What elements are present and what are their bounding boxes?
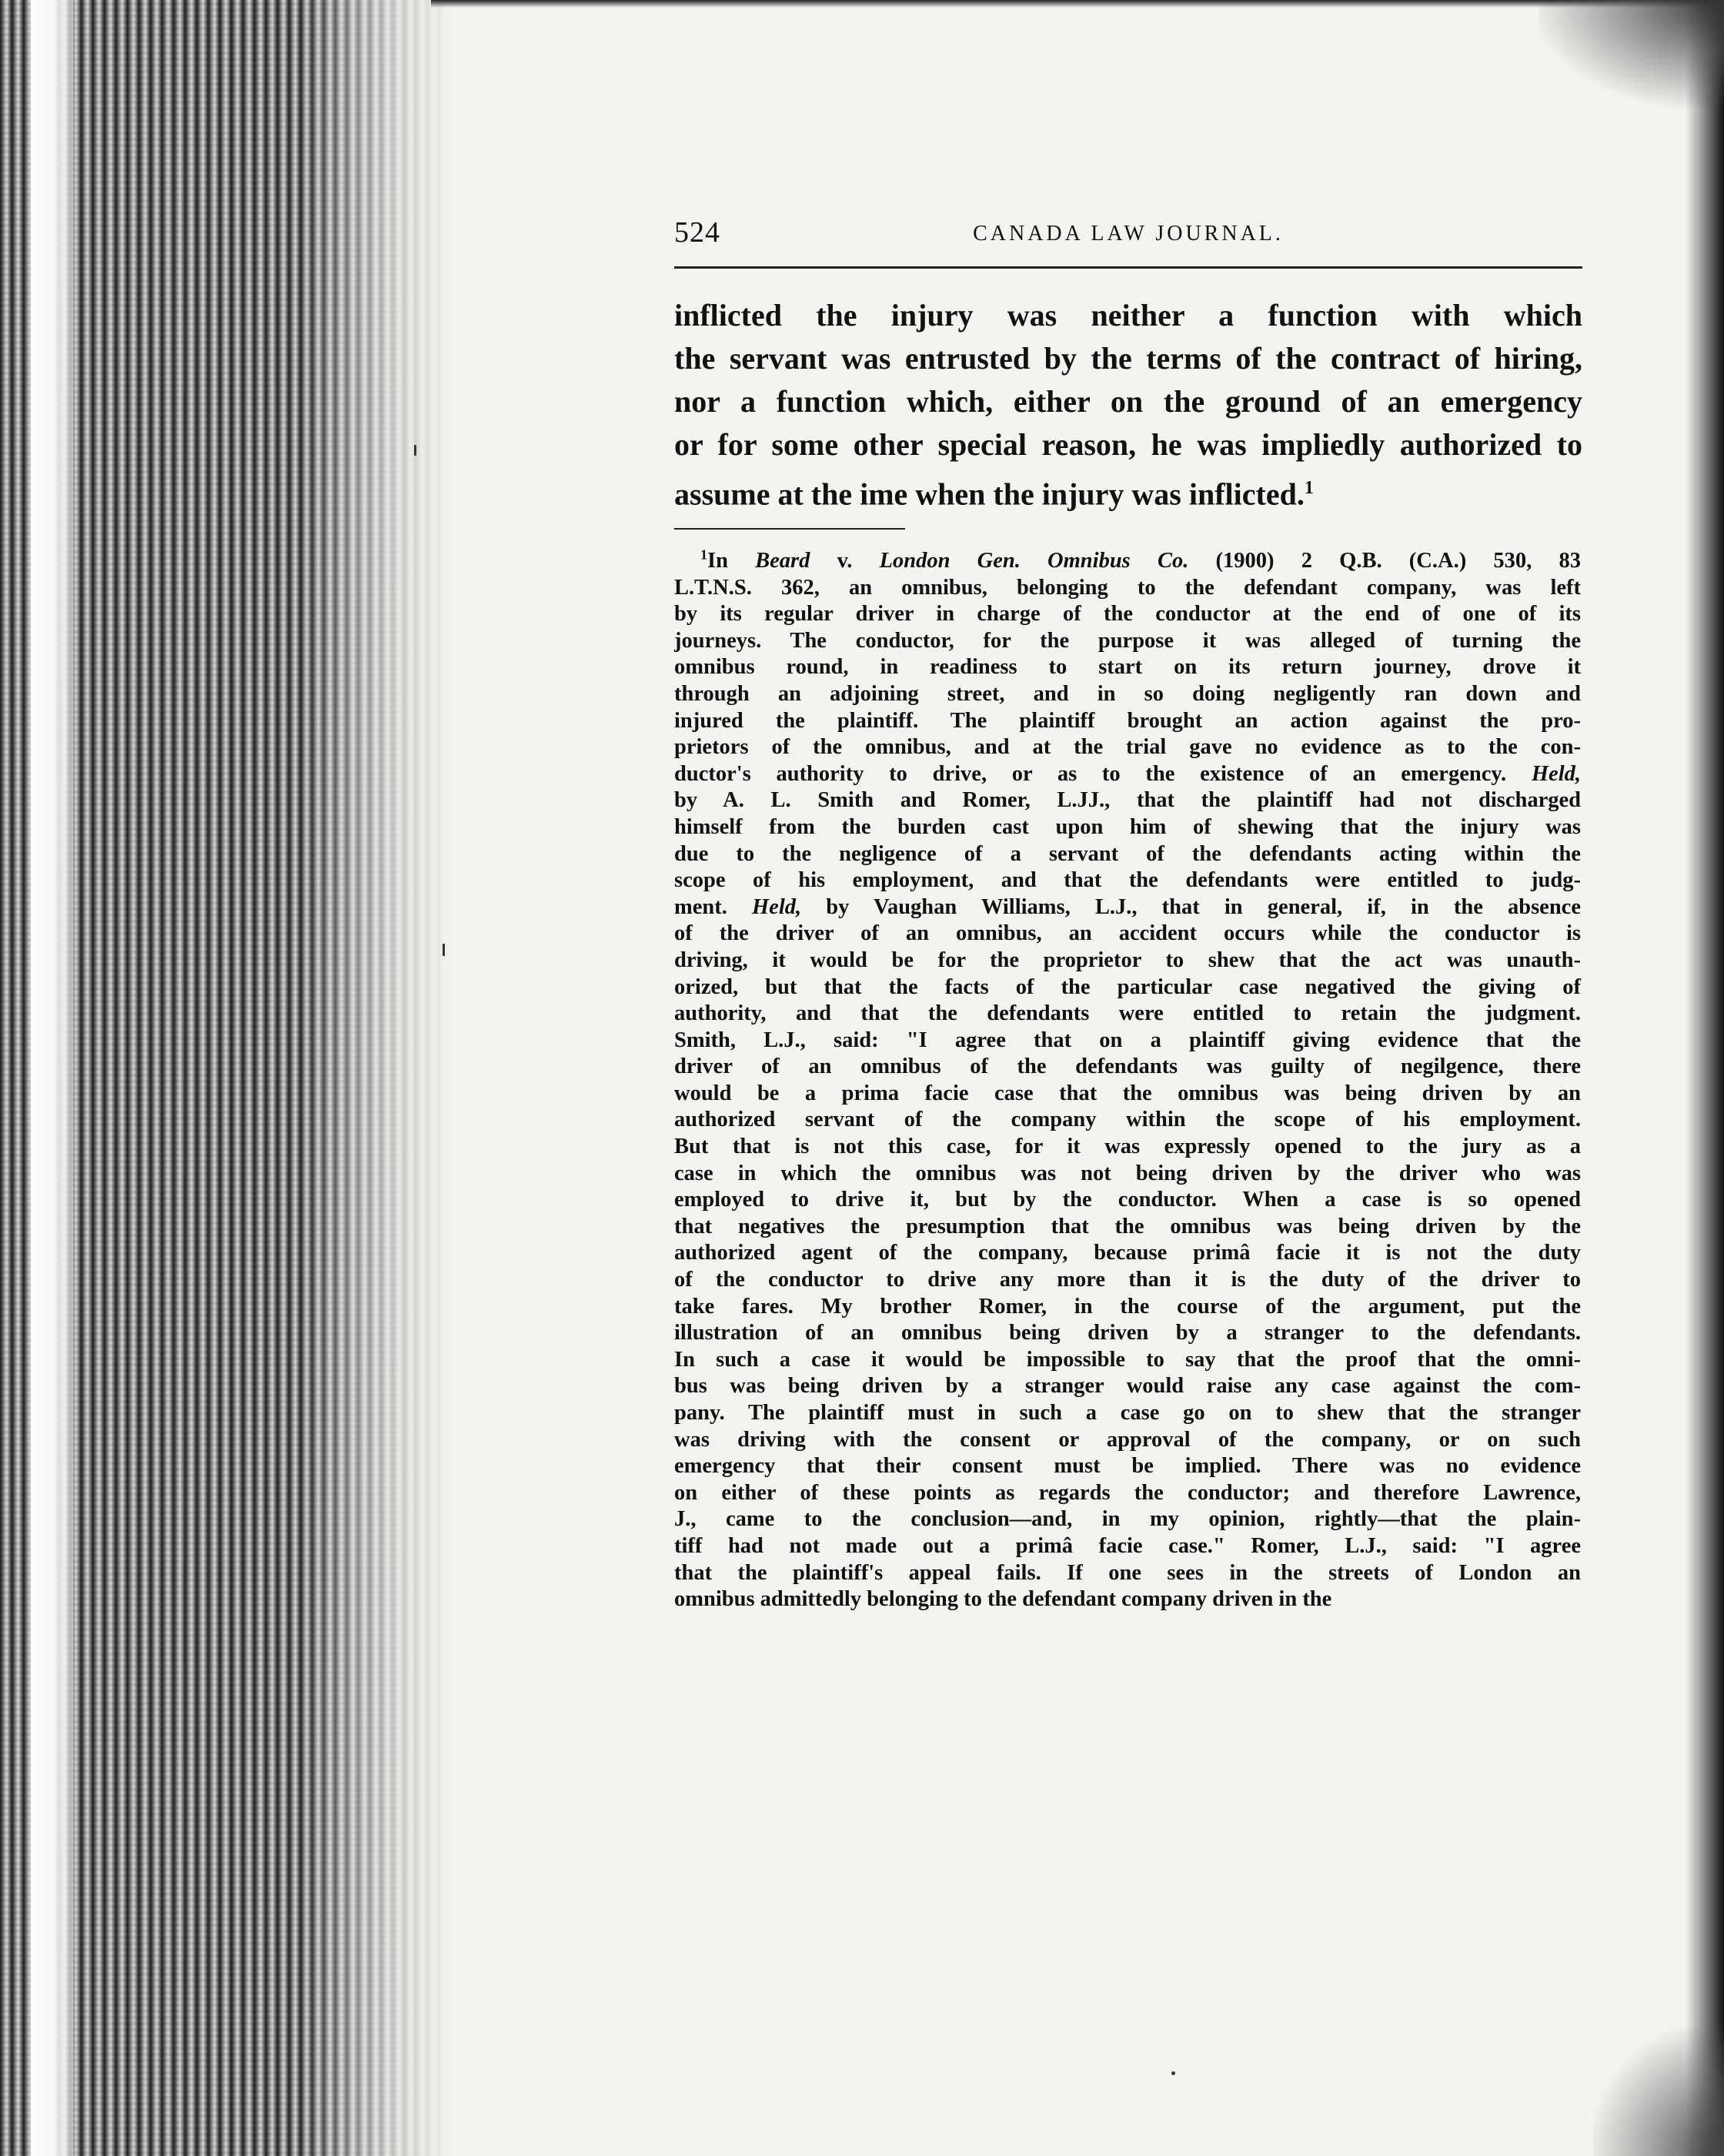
- footnote-line: on either of these points as regards the conductor; and therefore Lawrence,: [674, 1480, 1581, 1505]
- header-rule: [674, 266, 1582, 269]
- scan-white-strip: [31, 0, 73, 2156]
- footnote-line: by its regular driver in charge of the conductor at the end of one of its: [674, 602, 1581, 627]
- page-header: [674, 209, 1582, 263]
- footnote-line: omnibus admittedly belonging to the defendant company driven in the: [674, 1587, 1332, 1612]
- footnote-line: authorized servant of the company within the scope of his employment.: [674, 1108, 1581, 1132]
- scan-speck: [443, 944, 445, 956]
- footnote: [674, 548, 1581, 1613]
- footnote-line: of the driver of an omnibus, an accident occurs while the conductor is: [674, 921, 1581, 946]
- footnote-line: [674, 548, 1581, 575]
- footnote-line: omnibus round, in readiness to start on its return journey, drove it: [674, 655, 1581, 680]
- footnote-line: authority, and that the defendants were entitled to retain the judgment.: [674, 1001, 1581, 1026]
- footnote-line: J., came to the conclusion—and, in my opinion, rightly—that the plain-: [674, 1507, 1581, 1532]
- footnote-text: by Vaughan Williams, L.J., that in general, if, in the absence: [801, 894, 1581, 919]
- footnote-line: illustration of an omnibus being driven by a stranger to the defendants.: [674, 1321, 1581, 1345]
- footnote-line: employed to drive it, but by the conductor. When a case is so opened: [674, 1188, 1581, 1212]
- footnote-line: take fares. My brother Romer, in the course of the argument, put the: [674, 1294, 1581, 1319]
- footnote-line: pany. The plaintiff must in such a case go on to shew that the stranger: [674, 1401, 1581, 1425]
- footnote-line: by A. L. Smith and Romer, L.JJ., that the plaintiff had not discharged: [674, 788, 1581, 813]
- footnote-line: was driving with the consent or approval of the company, or on such: [674, 1427, 1581, 1452]
- footnote-line: [674, 761, 1581, 788]
- footnote-line: that negatives the presumption that the omnibus was being driven by the: [674, 1214, 1581, 1238]
- footnote-line: journeys. The conductor, for the purpose it was alleged of turning the: [674, 628, 1581, 653]
- footnote-line: would be a prima facie case that the omnibus was being driven by an: [674, 1081, 1581, 1105]
- running-title: CANADA LAW JOURNAL.: [973, 222, 1284, 246]
- footnote-line: scope of his employment, and that the defendants were entitled to judg-: [674, 868, 1581, 893]
- body-line: or for some other special reason, he was impliedly authorized to: [674, 427, 1582, 462]
- footnote-line: himself from the burden cast upon him of shewing that the injury was: [674, 814, 1581, 839]
- held-label: Held,: [1531, 761, 1581, 786]
- held-label: Held,: [752, 894, 802, 919]
- footnote-line: [674, 894, 1581, 921]
- scan-corner-bottom-right: [1593, 2025, 1724, 2156]
- footnote-text: ment.: [674, 894, 752, 919]
- footnote-text: In: [707, 549, 756, 573]
- scan-top-shadow: [431, 0, 1724, 8]
- footnote-marker: 1: [700, 547, 707, 563]
- case-name: London Gen. Omnibus Co.: [879, 549, 1189, 573]
- footnote-text: ductor's authority to drive, or as to the existence of an emergency.: [674, 761, 1532, 786]
- page-number: 524: [674, 216, 720, 249]
- footnote-line: prietors of the omnibus, and at the trial gave no evidence as to the con-: [674, 735, 1581, 760]
- scan-corner-top-right: [1539, 0, 1724, 108]
- footnote-text: (1900) 2 Q.B. (C.A.) 530, 83: [1188, 549, 1581, 573]
- scan-speck: [414, 445, 416, 456]
- footnote-line: driving, it would be for the proprietor to shew that the act was unauth-: [674, 948, 1581, 972]
- body-line: [674, 466, 1582, 516]
- footnote-line: that the plaintiff's appeal fails. If one sees in the streets of London an: [674, 1560, 1581, 1585]
- footnote-line: emergency that their consent must be implied. There was no evidence: [674, 1454, 1581, 1479]
- footnote-line: Smith, L.J., said: "I agree that on a plaintiff giving evidence that the: [674, 1028, 1581, 1052]
- body-paragraph: [674, 294, 1582, 516]
- footnote-rule: [674, 528, 905, 530]
- body-line: inflicted the injury was neither a function with which: [674, 298, 1582, 333]
- footnote-line: through an adjoining street, and in so doing negligently ran down and: [674, 681, 1581, 706]
- footnote-line: orized, but that the facts of the particular case negatived the giving of: [674, 974, 1581, 999]
- footnote-line: L.T.N.S. 362, an omnibus, belonging to the defendant company, was left: [674, 575, 1581, 600]
- scan-right-edge: [1686, 0, 1724, 2156]
- footnote-line: But that is not this case, for it was expressly opened to the jury as a: [674, 1135, 1581, 1159]
- footnote-text: v.: [810, 549, 880, 573]
- footnote-line: authorized agent of the company, because primâ facie it is not the duty: [674, 1241, 1581, 1265]
- footnote-line: tiff had not made out a primâ facie case." Romer, L.J., said: "I agree: [674, 1533, 1581, 1558]
- footnote-line: injured the plaintiff. The plaintiff brought an action against the pro-: [674, 708, 1581, 733]
- footnote-line: of the conductor to drive any more than it is the duty of the driver to: [674, 1268, 1581, 1292]
- body-line: nor a function which, either on the ground of an emergency: [674, 384, 1582, 419]
- footnote-line: due to the negligence of a servant of the defendants acting within the: [674, 841, 1581, 866]
- footnote-line: case in which the omnibus was not being driven by the driver who was: [674, 1161, 1581, 1185]
- body-line: the servant was entrusted by the terms of the contract of hiring,: [674, 341, 1582, 376]
- footnote-line: In such a case it would be impossible to say that the proof that the omni-: [674, 1347, 1581, 1372]
- scan-speck: [1171, 2071, 1175, 2075]
- footnote-reference: 1: [1304, 478, 1314, 498]
- footnote-line: bus was being driven by a stranger would raise any case against the com-: [674, 1374, 1581, 1399]
- body-line-text: assume at the ime when the injury was inflicted.: [674, 476, 1305, 512]
- case-name: Beard: [755, 549, 810, 573]
- footnote-line: driver of an omnibus of the defendants was guilty of negilgence, there: [674, 1055, 1581, 1079]
